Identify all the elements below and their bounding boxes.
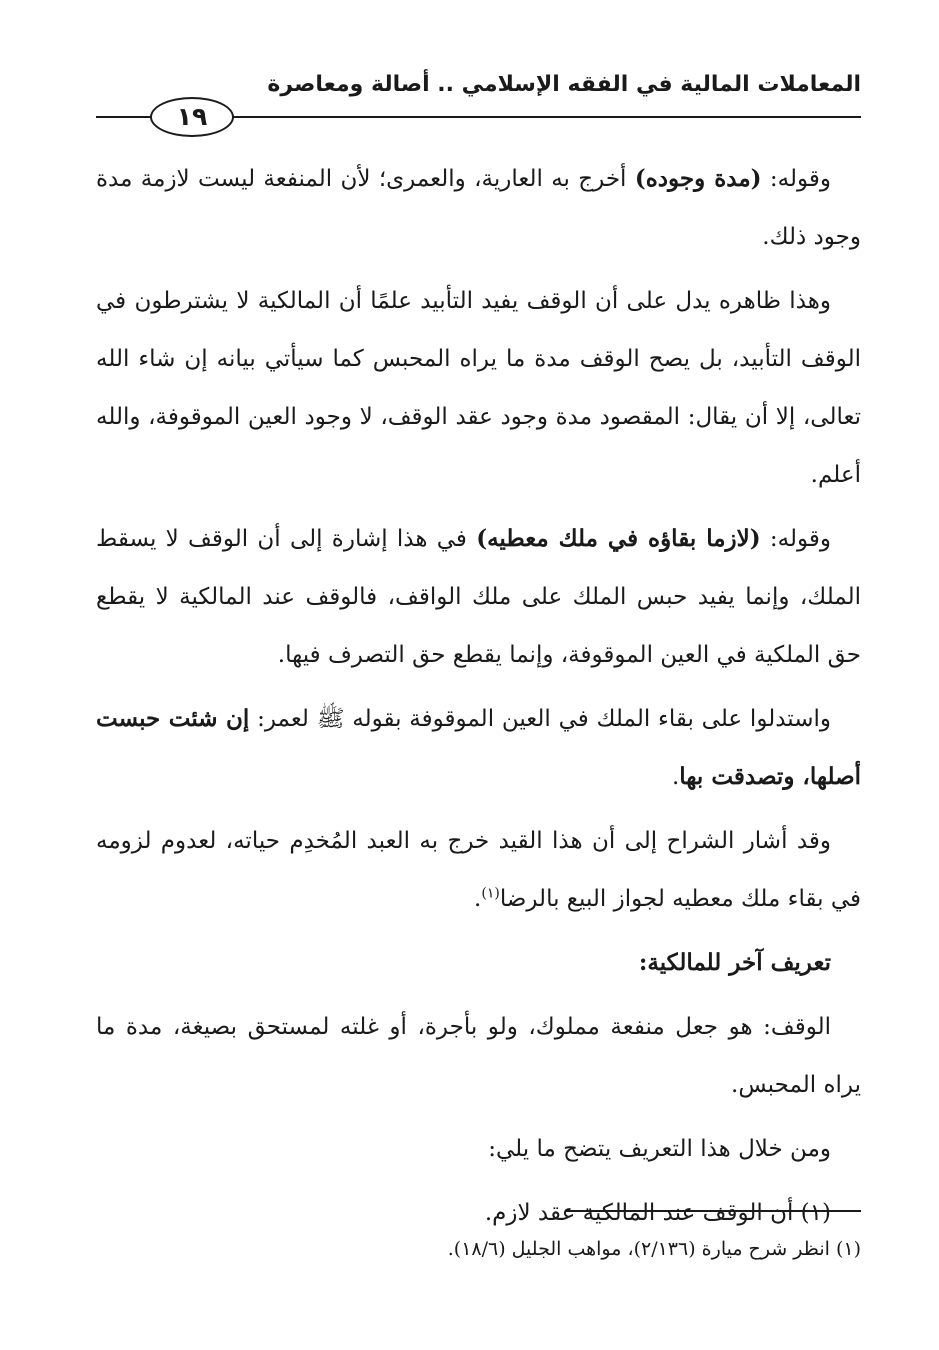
paragraph: وقوله: (لازما بقاؤه في ملك معطيه) في هذا إشارة إلى أن الوقف لا يسقط الملك، وإنما يفيد حبس الملك على ملك الواقف، فالوقف عند المالكية لا يقطع حق الملكية في العين الموقوفة، وإنما يقطع حق التصرف فيها. <box>96 525 861 668</box>
paragraph: ومن خلال هذا التعريف يتضح ما يلي: <box>488 1136 831 1162</box>
paragraph: وقوله: (مدة وجوده) أخرج به العارية، والعمرى؛ لأن المنفعة ليست لازمة مدة وجود ذلك. <box>96 165 861 250</box>
hadith-quote: إن شئت حبست أصلها، وتصدقت بها <box>96 705 861 790</box>
body-text <box>96 150 861 1248</box>
paragraph: واستدلوا على بقاء الملك في العين الموقوفة بقوله ﷺ لعمر: إن شئت حبست أصلها، وتصدقت بها. <box>96 705 861 790</box>
footnote: (١) انظر شرح ميارة (٢/١٣٦)، مواهب الجليل (١٨/٦). <box>447 1238 861 1260</box>
list-item: (١) أن الوقف عند المالكية عقد لازم. <box>484 1200 831 1226</box>
footnote-rule <box>565 1210 861 1212</box>
quoted-term: (لازما بقاؤه في ملك معطيه) <box>476 525 761 552</box>
paragraph: الوقف: هو جعل منفعة مملوك، ولو بأجرة، أو غلته لمستحق بصيغة، مدة ما يراه المحبس. <box>96 1014 861 1098</box>
running-header: المعاملات المالية في الفقه الإسلامي .. أصالة ومعاصرة <box>267 72 861 97</box>
quoted-term: (مدة وجوده) <box>634 165 762 192</box>
section-heading: تعريف آخر للمالكية: <box>638 949 831 976</box>
paragraph: وهذا ظاهره يدل على أن الوقف يفيد التأبيد علمًا أن المالكية لا يشترطون في الوقف التأبيد، بل يصح الوقف مدة ما يراه المحبس كما سيأتي بيانه إن شاء الله تعالى، إلا أن يقال: المقصود مدة وجود عقد الوقف، لا وجود العين الموقوفة، والله أعلم. <box>96 288 861 488</box>
footnote-ref: (١) <box>481 885 500 902</box>
paragraph: وقد أشار الشراح إلى أن هذا القيد خرج به العبد المُخدِم حياته، لعدوم لزومه في بقاء ملك معطيه لجواز البيع بالرضا$^{(١)}$. <box>96 828 861 912</box>
page-number: ١٩ <box>150 97 234 137</box>
